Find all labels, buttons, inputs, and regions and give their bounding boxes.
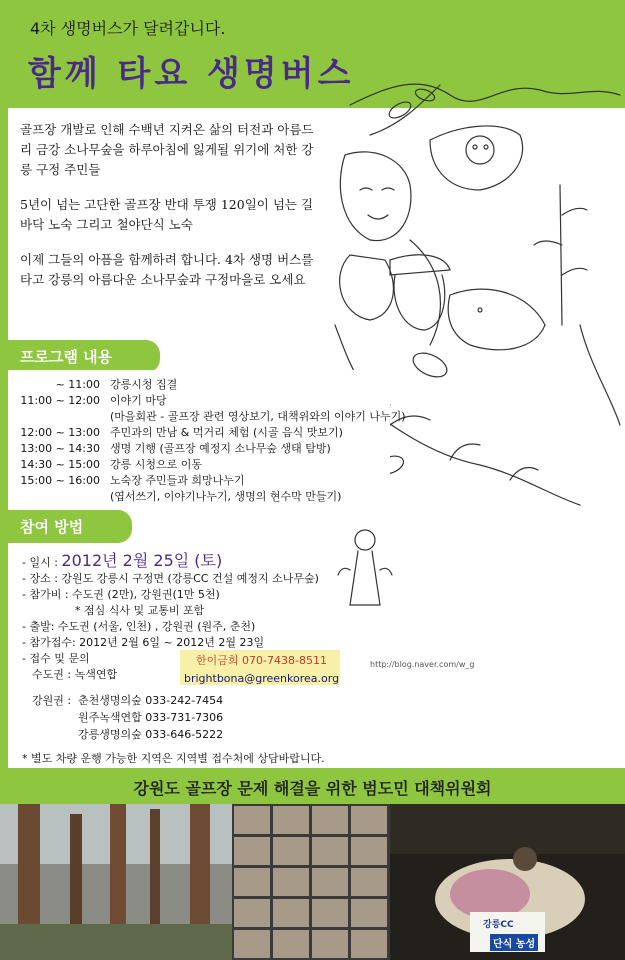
program-row [8, 472, 245, 488]
capital-contact [196, 652, 327, 668]
program-time: 15:00 ~ 16:00 [20, 474, 100, 487]
date-value: 2012년 2월 25일 (토) [61, 551, 223, 570]
program-schedule [8, 370, 406, 503]
fee-note: * 점심 식사 및 교통비 포함 [75, 604, 205, 617]
collage-photo-image [232, 804, 390, 960]
program-row [8, 392, 167, 408]
program-activity: (엽서쓰기, 이야기나누기, 생명의 현수막 만들기) [110, 490, 342, 503]
intro-paragraph-1: 골프장 개발로 인해 수백년 지켜온 삶의 터전과 아름드리 금강 소나무숲을 하루아침에 잃게될 위기에 처한 강릉 구정 주민들 [20, 122, 314, 177]
capital-contact-line [32, 666, 117, 682]
registration-line: - 참가접수: 2012년 2월 6일 ~ 2012년 2월 23일 [22, 636, 265, 649]
program-activity: (마을회관 - 골프장 관련 영상보기, 대책위와의 이야기 나누기) [110, 410, 406, 423]
program-time: 13:00 ~ 14:30 [20, 442, 100, 455]
poster-title: 함께 타요 생명버스 [28, 54, 355, 94]
program-time: 11:00 ~ 12:00 [20, 394, 100, 407]
program-row [8, 456, 202, 472]
place-line: - 장소 : 강원도 강릉시 구정면 (강릉CC 건설 예정지 소나무숲) [22, 572, 319, 585]
program-heading: 프로그램 내용 [8, 340, 160, 373]
inquiry-line: - 접수 및 문의 [22, 652, 90, 665]
gangwon-contact-1: 춘천생명의숲 033-242-7454 [78, 694, 224, 707]
program-activity: 주민과의 만남 & 먹거리 체험 (시골 음식 맛보기) [110, 426, 343, 439]
gangwon-contact-2: 원주녹색연합 033-731-7306 [78, 711, 224, 724]
organizer-name: 강원도 골프장 문제 해결을 위한 범도민 대책위원회 [133, 779, 492, 798]
forest-photo-image [0, 804, 232, 960]
poster-subtitle: 4차 생명버스가 달려갑니다. [30, 19, 226, 38]
intro-paragraph-2: 5년이 넘는 고단한 골프장 반대 투쟁 120일이 넘는 길바닥 노숙 그리고 철야단식 노숙 [20, 197, 314, 232]
program-activity: 이야기 마당 [110, 394, 167, 407]
note-line: * 별도 차량 운행 가능한 지역은 지역별 접수처에 상담바랍니다. [22, 752, 325, 765]
intro-text [20, 120, 320, 305]
program-row [8, 424, 343, 440]
gangwon-contact-3: 강릉생명의숲 033-646-5222 [78, 728, 224, 741]
gangwon-label: 강원권 : [32, 694, 72, 707]
program-row [8, 440, 331, 456]
participation-heading: 참여 방법 [8, 510, 132, 543]
program-row [110, 488, 341, 504]
program-activity: 생명 기행 (골프장 예정지 소나무숲 생태 탐방) [110, 442, 331, 455]
sign-label-2: 단식 농성 [490, 934, 538, 951]
illustration-caption-url: http://blog.naver.com/w_g [370, 660, 475, 669]
contact-name: 한이금희 [196, 654, 239, 667]
sketch-drawing [330, 65, 625, 625]
program-activity: 강릉시청 집결 [110, 378, 178, 391]
capital-label: 수도권 : [32, 668, 72, 681]
sketch-illustration [330, 65, 625, 625]
program-activity: 강릉 시청으로 이동 [110, 458, 203, 471]
date-line [22, 548, 222, 571]
intro-paragraph-3: 이제 그들의 아픔을 함께하려 합니다. 4차 생명 버스를 타고 강릉의 아름다운 소나무숲과 구정마을로 오세요 [20, 252, 314, 287]
collage-photo [232, 804, 390, 960]
sign-label-1: 강릉CC [483, 920, 514, 930]
program-time: 12:00 ~ 13:00 [20, 426, 100, 439]
fee-line: - 참가비 : 수도권 (2만), 강원권(1만 5천) [22, 588, 220, 601]
program-activity: 노숙장 주민들과 희망나누기 [110, 474, 245, 487]
sit-in-photo [390, 804, 625, 960]
contact-email[interactable]: brightbona@greenkorea.org [184, 672, 340, 685]
program-time: 14:30 ~ 15:00 [20, 458, 100, 471]
program-row [110, 408, 406, 424]
capital-org: 녹색연합 [74, 668, 118, 681]
contact-phone: 070-7438-8511 [242, 654, 327, 667]
forest-photo [0, 804, 232, 960]
departure-line: - 출발: 수도권 (서울, 인천) , 강원권 (원주, 춘천) [22, 620, 256, 633]
program-time: ~ 11:00 [55, 378, 100, 391]
date-label: - 일시 : [22, 556, 58, 569]
program-row [8, 376, 177, 392]
